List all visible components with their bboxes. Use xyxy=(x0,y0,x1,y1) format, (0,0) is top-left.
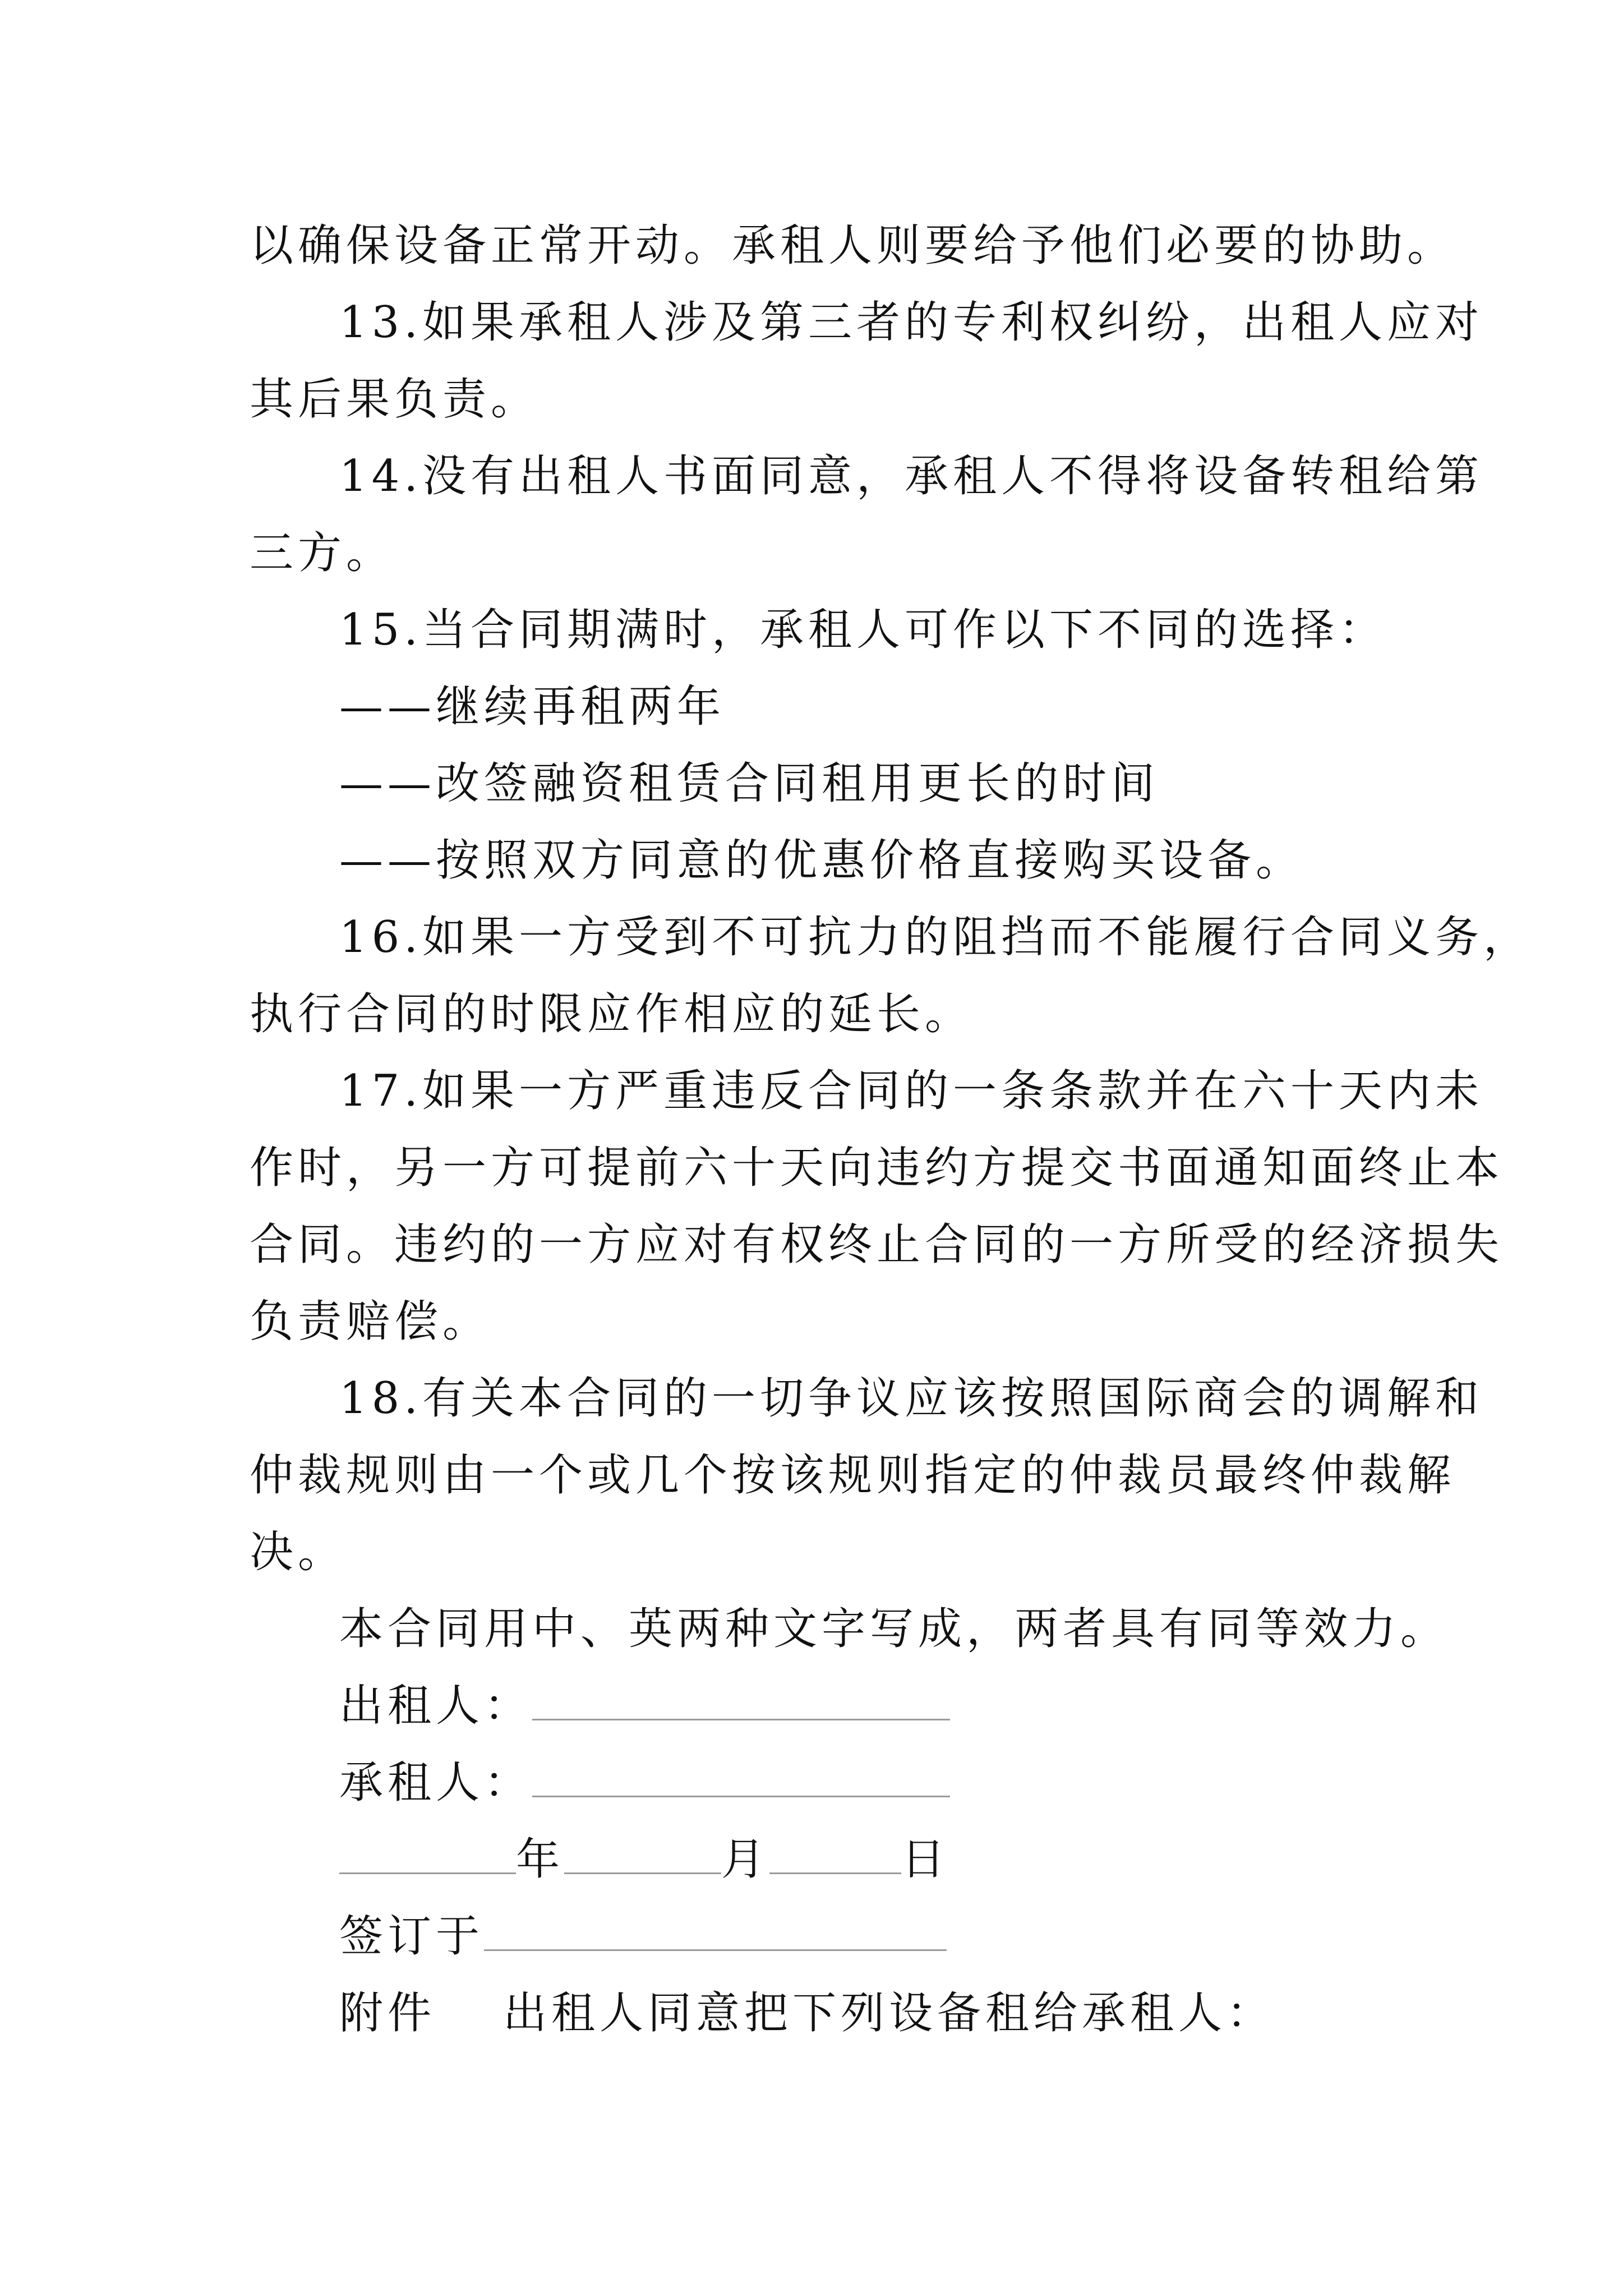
clause-line: 合同。违约的一方应对有权终止合同的一方所受的经济损失 xyxy=(250,1220,1504,1270)
clause-line: 执行合同的时限应作相应的延长。 xyxy=(250,989,974,1039)
clause-line: 作时，另一方可提前六十天向违约方提交书面通知面终止本 xyxy=(250,1143,1504,1193)
option-item: ——改签融资租赁合同租用更长的时间 xyxy=(339,758,1160,809)
annex-row xyxy=(250,1975,1399,2052)
contract-body xyxy=(250,208,1532,2052)
year-label: 年 xyxy=(516,1834,565,1885)
annex-label: 附件 xyxy=(339,1988,436,2039)
option-item: ——按照双方同意的优惠价格直接购买设备。 xyxy=(339,835,1304,886)
lessee-signature-row xyxy=(250,1745,1399,1821)
clause-15-line: 15.当合同期满时，承租人可作以下不同的选择： xyxy=(339,605,1387,655)
signed-at-label: 签订于 xyxy=(339,1911,485,1962)
month-label: 月 xyxy=(721,1834,770,1885)
lessor-signature-blank[interactable] xyxy=(532,1680,950,1720)
clause-line: 决。 xyxy=(250,1527,347,1577)
clause-line: 其后果负责。 xyxy=(250,374,540,425)
language-statement: 本合同用中、英两种文字写成，两者具有同等效力。 xyxy=(339,1604,1449,1654)
lessor-signature-row xyxy=(250,1668,1399,1745)
clause-18-line: 18.有关本合同的一切争议应该按照国际商会的调解和 xyxy=(339,1373,1484,1424)
clause-14-line: 14.没有出租人书面同意，承租人不得将设备转租给第 xyxy=(339,451,1484,501)
annex-text: 出租人同意把下列设备租给承租人： xyxy=(503,1988,1275,2039)
clause-line: 以确保设备正常开动。承租人则要给予他们必要的协助。 xyxy=(250,220,1456,271)
option-item: ——继续再租两年 xyxy=(339,682,726,732)
month-blank[interactable] xyxy=(564,1833,721,1874)
signed-at-blank[interactable] xyxy=(484,1910,947,1951)
year-blank[interactable] xyxy=(339,1833,516,1874)
lessee-label: 承租人： xyxy=(339,1757,533,1808)
signed-at-row xyxy=(250,1898,1399,1975)
clause-17-line: 17.如果一方严重违反合同的一条条款并在六十天内未 xyxy=(339,1066,1484,1116)
lessee-signature-blank[interactable] xyxy=(532,1756,950,1797)
clause-13-line: 13.如果承租人涉及第三者的专利权纠纷，出租人应对 xyxy=(339,297,1484,348)
lessor-label: 出租人： xyxy=(339,1681,533,1731)
date-row xyxy=(250,1821,1399,1898)
day-label: 日 xyxy=(901,1834,950,1885)
clause-line: 仲裁规则由一个或几个按该规则指定的仲裁员最终仲裁解 xyxy=(250,1450,1456,1501)
clause-16-line: 16.如果一方受到不可抗力的阻挡而不能履行合同义务， xyxy=(339,912,1532,963)
day-blank[interactable] xyxy=(769,1833,901,1874)
clause-line: 三方。 xyxy=(250,528,395,578)
clause-line: 负责赔偿。 xyxy=(250,1296,491,1347)
